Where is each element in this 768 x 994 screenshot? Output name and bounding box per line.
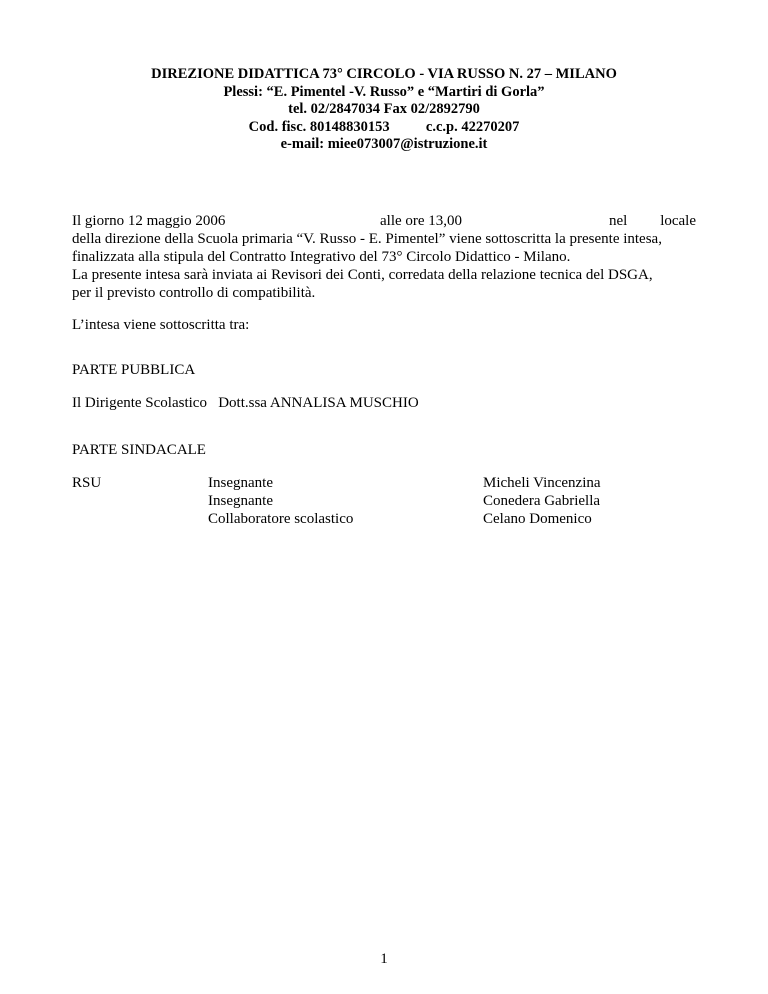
- letterhead-phone: tel. 02/2847034 Fax 02/2892790: [288, 101, 480, 117]
- dirigente-line: [72, 394, 419, 412]
- dirigente-name: Dott.ssa ANNALISA MUSCHIO: [218, 395, 419, 411]
- rsu-name-column: [483, 474, 601, 528]
- member-role: Insegnante: [208, 493, 273, 509]
- letterhead: [0, 66, 768, 154]
- intro-line-4: La presente intesa sarà inviata ai Revisori dei Conti, corredata della relazione tecnica del DSGA,: [72, 267, 653, 283]
- rsu-label-column: [72, 474, 101, 492]
- intro-date: Il giorno 12 maggio 2006: [72, 213, 226, 229]
- member-name: Micheli Vincenzina: [483, 475, 601, 491]
- letterhead-email: e-mail: miee073007@istruzione.it: [280, 136, 488, 152]
- member-name: Conedera Gabriella: [483, 493, 601, 509]
- letterhead-plessi: Plessi: “E. Pimentel -V. Russo” e “Martiri di Gorla”: [223, 83, 545, 100]
- rsu-label: RSU: [72, 475, 102, 491]
- intro-line-5: per il previsto controllo di compatibilità.: [72, 285, 316, 301]
- intro-time: alle ore 13,00: [380, 213, 463, 229]
- page-number: 1: [380, 951, 388, 967]
- member-role: Collaboratore scolastico: [208, 511, 354, 527]
- intro-place-b: locale: [660, 213, 696, 229]
- parte-pubblica-heading: PARTE PUBBLICA: [72, 362, 196, 378]
- member-role: Insegnante: [208, 475, 273, 491]
- intro-first-line: [72, 212, 696, 230]
- intro-place-a: nel: [609, 213, 628, 229]
- letterhead-title: DIREZIONE DIDATTICA 73° CIRCOLO - VIA RUSSO N. 27 – MILANO: [151, 66, 617, 82]
- dirigente-role: Il Dirigente Scolastico: [72, 395, 207, 411]
- conto-corrente-postale: c.c.p. 42270207: [425, 118, 520, 135]
- sottoscritta-text: L’intesa viene sottoscritta tra:: [72, 317, 250, 333]
- parte-sindacale-heading: PARTE SINDACALE: [72, 442, 206, 458]
- codice-fiscale: Cod. fisc. 80148830153: [248, 118, 390, 135]
- intro-paragraph: [72, 212, 696, 302]
- intro-line-3: finalizzata alla stipula del Contratto Integrativo del 73° Circolo Didattico - Milano.: [72, 249, 571, 265]
- letterhead-codes: [0, 119, 768, 137]
- intro-line-2: della direzione della Scuola primaria “V. Russo - E. Pimentel” viene sottoscritta la presente intesa,: [72, 231, 662, 247]
- rsu-role-column: [208, 474, 353, 528]
- member-name: Celano Domenico: [483, 511, 592, 527]
